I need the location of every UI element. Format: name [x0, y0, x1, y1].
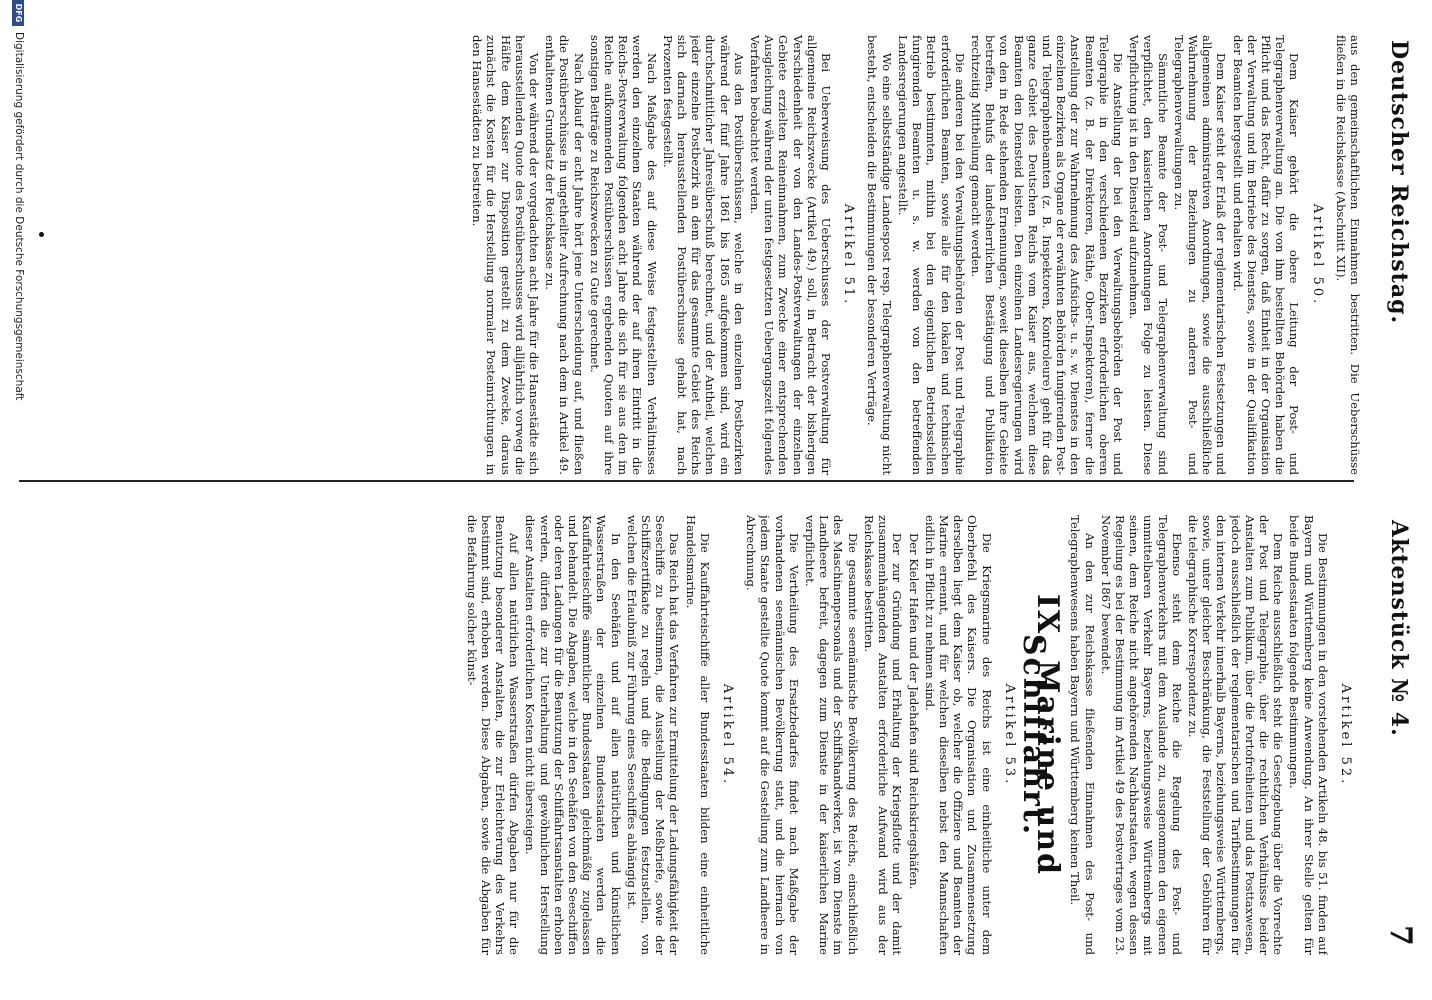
- article-52-paragraph: Ebenso steht dem Reiche die Regelung des Post- und Telegraphenverkehrs mit dem Auslande zu, ausgenommen den eigenen unmittelbaren Verkehr Bayerns, beziehungsweise Württembergs mit seinen, dem Reiche nicht angehörenden Nachbarstaaten, wegen dessen Regelung es bei der Bestimmung im Artikel 49 des Postvertrages vom 23. November 1867 bewendet.: [1098, 515, 1184, 955]
- article-53-paragraph: Die gesammte seemännische Bevölkerung des Reichs, einschließlich des Maschinenpersonals und der Schiffshandwerker, ist vom Dienste im Landheere befreit, dagegen zum Dienste in der kaiserlichen Marine verpflichtet.: [803, 515, 860, 955]
- article-51-paragraph: Bei Ueberweisung des Ueberschusses der Postverwaltung für allgemeine Reichszwecke (Artikel 49.) soll, in Betracht der bisherigen Verschiedenheit der von den Landes-Postverwaltungen der einzelnen Gebiete erzielten Reineinnahmen, zum Zwecke einer entsprechenden Ausgleichung während der unten festgesetzten Uebergangszeit folgendes Verfahren beobachtet werden.: [748, 35, 834, 475]
- article-52-paragraph: Die Bestimmungen in den vorstehenden Artikeln 48. bis 51. finden auf Bayern und Württemberg keine Anwendung. An ihrer Stelle gelten für beide Bundesstaaten folgende Bestimmungen.: [1287, 515, 1330, 955]
- article-53-paragraph: Die Vertheilung des Ersatzbedarfes findet nach Maßgabe der vorhandenen seemännischen Bevölkerung statt, und die hiernach von jedem Staate gestellte Quote kommt auf die Gestellung zum Landheere in Abrechnung.: [744, 515, 801, 955]
- article-51-paragraph: Von der während der vorgedachten acht Jahre für die Hansestädte sich herausstellenden Quote des Postüberschusses wird alljährlich vorweg die Hälfte dem Kaiser zur Disposition gestellt zu dem Zwecke, daraus zunächst die Kosten für die Herstellung normaler Posteinrichtungen in den Hansestädten zu bestreiten.: [470, 35, 542, 475]
- article-54-paragraph: Auf allen natürlichen Wasserstraßen dürfen Abgaben nur für die Benutzung besonderer Anstalten, die zur Erleichterung des Verkehrs bestimmt sind, erhoben werden. Diese Abgaben, sowie die Abgaben für die Befahrung solcher künst-: [464, 515, 522, 955]
- article-50-paragraph: Die Anstellung der bei den Verwaltungsbehörden der Post und Telegraphie in den verschiedenen Bezirken erforderlichen oberen Beamten (z. B. der Direktoren, Räthe, Ober-Inspektoren), ferner die Anstellung der zur Wahrnehmung des Aufsichts- u. s. w. Dienstes in den einzelnen Bezirken als Organe der erwähnten Behörden fungirenden Post- und Telegraphenbeamten (z. B. Inspektoren, Kontroleure) geht für das ganze Gebiet des Deutschen Reichs vom Kaiser aus, welchem diese Beamten den Diensteid leisten. Den einzelnen Landesregierungen wird von den in Rede stehenden Ernennungen, soweit dieselben ihre Gebiete betreffen, Behufs der landesherrlichen Bestätigung und Publikation rechtzeitig Mittheilung gemacht werden.: [968, 35, 1125, 475]
- header-left-title: Deutscher Reichstag.: [1386, 40, 1412, 325]
- article-52-paragraph: An den zur Reichskasse fließenden Einnahmen des Post- und Telegraphenwesens haben Bayern und Württemberg keinen Theil.: [1068, 515, 1097, 955]
- header-right-title: Aktenstück № 4.: [1386, 520, 1412, 737]
- digitization-credit: Digitalisierung gefördert durch die Deutsche Forschungsgemeinschaft: [13, 32, 25, 401]
- article-50-paragraph: Wo eine selbstständige Landespost resp. Telegraphenverwaltung nicht besteht, entscheiden die Bestimmungen der besonderen Verträge.: [865, 35, 894, 475]
- article-53-title: Artikel 53.: [1001, 683, 1017, 787]
- ink-speck: [39, 232, 44, 237]
- article-54-paragraph: In den Seehäfen und auf allen natürlichen und künstlichen Wasserstraßen der einzelnen Bundesstaaten werden die Kauffahrteischiffe sämmtlicher Bundesstaaten gleichmäßig zugelassen und behandelt. Die Abgaben, welche in den Seehäfen von den Seeschiffen oder deren Ladungen für die Benutzung der Schiffahrtsanstalten erhoben werden, dürfen die zur Unterhaltung und gewöhnlichen Herstellung dieser Anstalten erforderlichen Kosten nicht übersteigen.: [523, 515, 623, 955]
- article-51-paragraph: Aus den Postüberschüssen, welche in den einzelnen Postbezirken während der fünf Jahre 1861 bis 1865 aufgekommen sind, wird ein durchschnittlicher Jahresüberschuß berechnet, und der Antheil, welchen jeder einzelne Postbezirk an dem für das gesammte Gebiet des Reichs sich darnach herausstellenden Postüberschusse gehabt hat, nach Prozenten festgestellt.: [660, 35, 746, 475]
- article-53-paragraph: Der zur Gründung und Erhaltung der Kriegsflotte und der damit zusammenhängenden Anstalten erforderliche Aufwand wird aus der Reichskasse bestritten.: [861, 515, 905, 955]
- article-50-paragraph: Sämmtliche Beamte der Post- und Telegraphenverwaltung sind verpflichtet, den kaiserlichen Anordnungen Folge zu leisten. Diese Verpflichtung ist in den Diensteid aufzunehmen.: [1127, 35, 1170, 475]
- article-50-paragraph: Dem Kaiser steht der Erlaß der reglementarischen Festsetzungen und allgemeinen administrativen Anordnungen, sowie die ausschließliche Wahrnehmung der Beziehungen zu anderen Post- und Telegraphenverwaltungen zu.: [1171, 35, 1229, 475]
- article-53-paragraph: Der Kieler Hafen und der Jadehafen sind Reichskriegshäfen.: [906, 533, 921, 890]
- article-54-paragraph: Das Reich hat das Verfahren zur Ermittelung der Ladungsfähigkeit der Seeschiffe zu bestimmen, die Ausstellung der Meßbriefe, sowie der Schiffszertifikate zu regeln und die Bedingungen festzustellen, von welchen die Erlaubniß zur Führung eines Seeschiffes abhängig ist.: [624, 515, 682, 955]
- dfg-logo-icon: DFG: [12, 0, 24, 26]
- article-54-title: Artikel 54.: [720, 683, 736, 787]
- article-54-paragraph: Die Kauffahrteischiffe aller Bundesstaaten bilden eine einheitliche Handelsmarine.: [683, 515, 712, 955]
- article-52-title: Artikel 52.: [1338, 683, 1353, 787]
- article-51-title: Artikel 51.: [841, 203, 857, 307]
- left-column: [72, 35, 1362, 475]
- intro-paragraph: aus den gemeinschaftlichen Einnahmen bestritten. Die Ueberschüsse fließen in die Reichskasse (Abschnitt XII).: [1333, 35, 1362, 475]
- page-number: 7: [1383, 925, 1418, 946]
- right-column: [72, 515, 1362, 955]
- article-51-paragraph: Nach Maßgabe des auf diese Weise festgestellten Verhältnisses werden den einzelnen Staaten während der auf ihren Eintritt in die Reichs-Postverwaltung folgenden acht Jahre die sich für sie aus den im Reiche aufkommenden Postüberschüssen ergebenden Quoten auf ihre sonstigen Beiträge zu Reichszwecken zu Gute gerechnet.: [587, 35, 659, 475]
- article-50-paragraph: Die anderen bei den Verwaltungsbehörden der Post und Telegraphie erforderlichen Beamten, sowie alle für den lokalen und technischen Betrieb bestimmten, mithin bei den eigentlichen Betriebsstellen fungirenden Beamten u. s. w. werden von den betreffenden Landesregierungen angestellt.: [895, 35, 967, 475]
- page-header: [1362, 0, 1432, 1000]
- article-53-paragraph: Die Kriegsmarine des Reichs ist eine einheitliche unter dem Oberbefehl des Kaisers. Die Organisation und Zusammensetzung derselben liegt dem Kaiser ob, welcher die Offiziere und Beamten der Marine ernennt, und für welchen dieselben nebst den Mannschaften eidlich in Pflicht zu nehmen sind.: [922, 515, 994, 955]
- column-divider: [19, 480, 1354, 482]
- article-50-paragraph: Dem Kaiser gehört die obere Leitung der Post- und Telegraphenverwaltung an. Die von ihm bestellten Behörden haben die Pflicht und das Recht, dafür zu sorgen, daß Einheit in der Organisation der Verwaltung und im Betriebe des Dienstes, sowie in der Qualifikation der Beamten hergestellt und erhalten wird.: [1230, 35, 1302, 475]
- article-50-title: Artikel 50.: [1309, 203, 1325, 307]
- article-51-paragraph: Nach Ablauf der acht Jahre hört jene Unterscheidung auf, und fließen die Postüberschüsse in ungetheilter Aufrechnung nach dem in Artikel 49. enthaltenen Grundsatz der Reichskasse zu.: [543, 35, 586, 475]
- article-52-paragraph: Dem Reiche ausschließlich steht die Gesetzgebung über die Vorrechte der Post und Telegraphie, über die rechtlichen Verhältnisse beider Anstalten zum Publikum, über die Portofreiheiten und das Posttaxwesen, jedoch ausschließlich der reglementarischen und Tarifbestimmungen für den internen Verkehr innerhalb Bayerns, beziehungsweise Württembergs, sowie, unter gleicher Beschränkung, die Feststellung der Gebühren für die telegraphische Korrespondenz zu.: [1185, 515, 1286, 955]
- section-title: IX. Marine und Schiffahrt.: [1015, 594, 1066, 876]
- digitization-footer: [2, 0, 30, 1000]
